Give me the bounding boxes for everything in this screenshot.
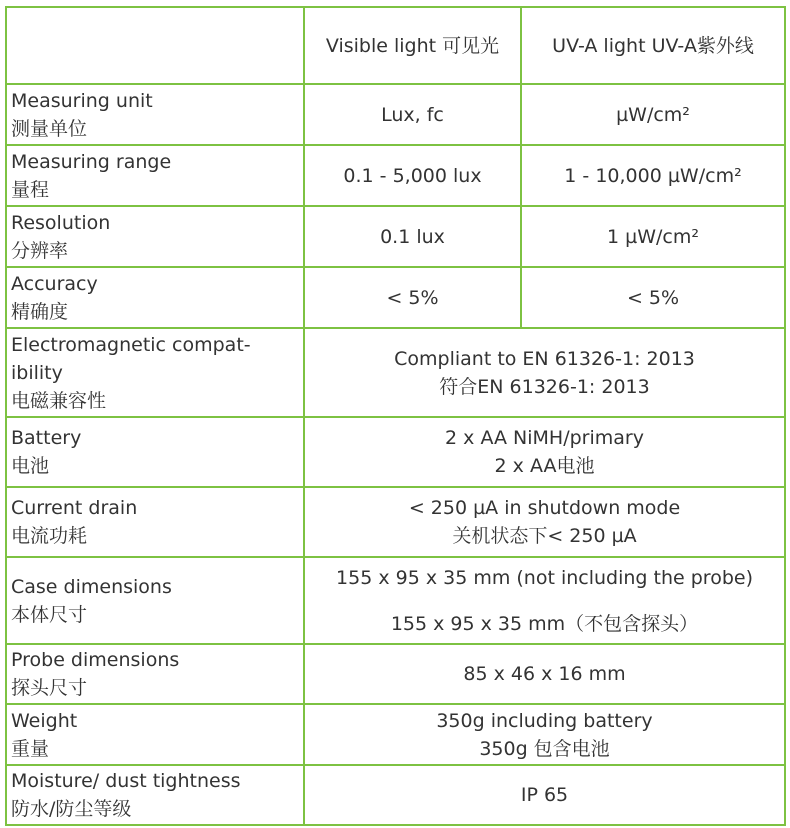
row-label-cn: 电池 (11, 455, 50, 477)
row-label (6, 145, 304, 206)
row-label-en-line2: ibility (11, 361, 63, 384)
row-label (6, 417, 304, 487)
row-label-en: Resolution (11, 211, 111, 234)
row-label-cn: 电磁兼容性 (11, 389, 107, 412)
header-uva-light (521, 7, 785, 84)
row-label-cn: 重量 (11, 737, 50, 760)
row-label-en: Weight (11, 709, 78, 732)
merged-value: 85 x 46 x 16 mm (304, 644, 785, 704)
value-line-2: 155 x 95 x 35 mm（不包含探头） (390, 612, 699, 635)
uva-value: < 5% (521, 267, 785, 328)
merged-value: IP 65 (304, 765, 785, 825)
header-row (6, 7, 785, 84)
value-line-1: 350g including battery (436, 709, 653, 732)
row-label-cn: 探头尺寸 (11, 677, 88, 699)
merged-value (304, 557, 785, 644)
row-label (6, 765, 304, 825)
row-label-en: Accuracy (11, 272, 98, 295)
header-empty-cell (6, 7, 304, 84)
value-line-1: < 250 µA in shutdown mode (408, 497, 681, 519)
header-visible-en: Visible light (325, 34, 437, 57)
row-label-en: Current drain (11, 497, 138, 519)
row-battery (6, 417, 785, 487)
value-line-1: 155 x 95 x 35 mm (not including the probe) (336, 566, 753, 589)
row-label-cn: 分辨率 (11, 239, 69, 262)
uva-value: 1 - 10,000 µW/cm² (521, 145, 785, 206)
visible-value: Lux, fc (304, 84, 521, 145)
header-uva-cn: UV-A紫外线 (651, 34, 754, 57)
row-label (6, 557, 304, 644)
row-probe-dimensions (6, 644, 785, 704)
header-uva-en: UV-A light (552, 34, 646, 57)
uva-value: 1 µW/cm² (521, 206, 785, 267)
value-line-1: Compliant to EN 61326-1: 2013 (394, 347, 695, 370)
row-label-en: Probe dimensions (11, 649, 180, 671)
row-label (6, 267, 304, 328)
row-label (6, 328, 304, 417)
row-accuracy (6, 267, 785, 328)
value-line-2: 350g 包含电池 (479, 737, 610, 760)
visible-value: < 5% (304, 267, 521, 328)
row-label-en-line1: Electromagnetic compat- (11, 333, 251, 356)
row-weight (6, 704, 785, 765)
row-label (6, 206, 304, 267)
row-label-cn: 电流功耗 (11, 525, 88, 547)
row-label-cn: 本体尺寸 (11, 603, 88, 626)
row-label-en: Case dimensions (11, 575, 172, 598)
row-case-dimensions (6, 557, 785, 644)
uva-value: µW/cm² (521, 84, 785, 145)
row-label-cn: 测量单位 (11, 117, 88, 140)
row-current-drain (6, 487, 785, 557)
header-visible-cn: 可见光 (442, 34, 500, 57)
row-label (6, 487, 304, 557)
merged-value (304, 417, 785, 487)
row-label-cn: 防水/防尘等级 (11, 798, 132, 820)
row-label (6, 644, 304, 704)
row-emc (6, 328, 785, 417)
row-label (6, 84, 304, 145)
row-moisture-dust (6, 765, 785, 825)
header-visible-light (304, 7, 521, 84)
row-measuring-range (6, 145, 785, 206)
visible-value: 0.1 - 5,000 lux (304, 145, 521, 206)
merged-value (304, 328, 785, 417)
row-label-en: Battery (11, 427, 82, 449)
row-label (6, 704, 304, 765)
row-label-cn: 量程 (11, 178, 50, 201)
row-measuring-unit (6, 84, 785, 145)
row-label-en: Moisture/ dust tightness (11, 770, 241, 792)
value-line-1: 2 x AA NiMH/primary (445, 427, 644, 449)
visible-value: 0.1 lux (304, 206, 521, 267)
row-label-en: Measuring range (11, 150, 172, 173)
row-label-en: Measuring unit (11, 89, 153, 112)
merged-value (304, 487, 785, 557)
value-line-2: 符合EN 61326-1: 2013 (439, 375, 650, 398)
value-line-2: 关机状态下< 250 µA (452, 525, 637, 547)
value-line-2: 2 x AA电池 (494, 455, 595, 477)
specifications-table (5, 6, 786, 826)
merged-value (304, 704, 785, 765)
row-label-cn: 精确度 (11, 300, 69, 323)
row-resolution (6, 206, 785, 267)
